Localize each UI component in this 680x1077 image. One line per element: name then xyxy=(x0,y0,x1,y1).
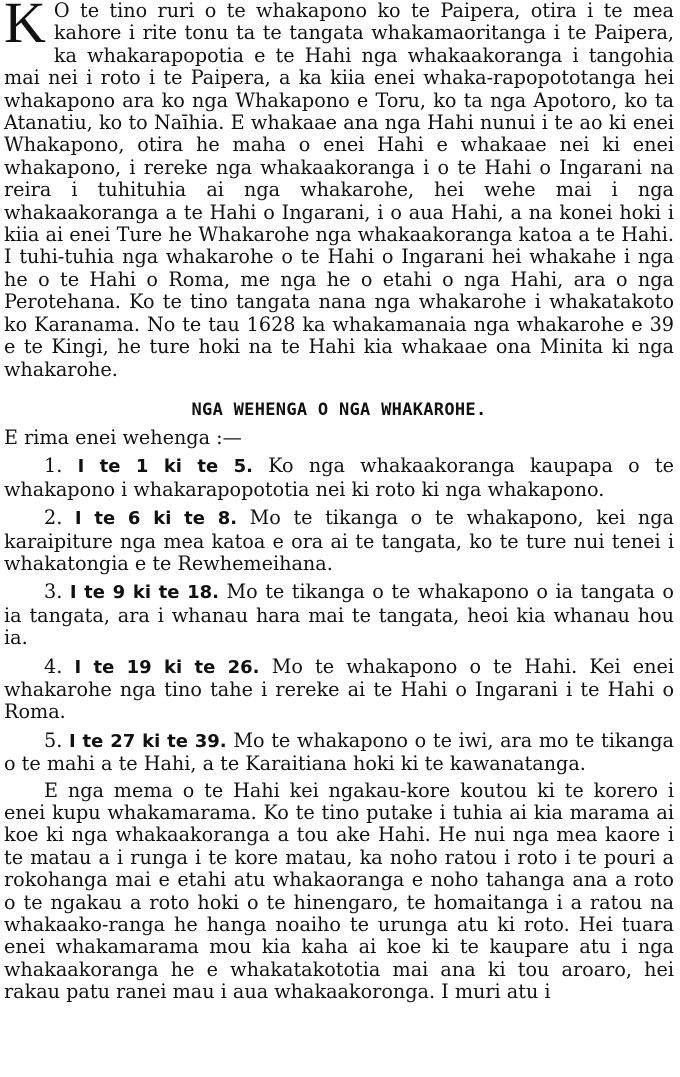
section-number: 5. xyxy=(44,728,63,752)
intro-paragraph xyxy=(4,0,674,381)
section-text: Mo te tikanga o te whakapono, kei nga karaipiture nga mea katoa e ora ai te tangata, ko te ture nui tenei i whakatongia e te Rewhemeihana. xyxy=(4,506,674,575)
section-item xyxy=(4,730,674,776)
section-item xyxy=(4,507,674,575)
section-ref: I te 1 ki te 5. xyxy=(77,456,253,478)
section-ref: I te 27 ki te 39. xyxy=(69,730,227,752)
section-text: Mo te whakapono o te iwi, ara mo te tikanga o te mahi a te Hahi, a te Karaitiana hoki ki te kawanatanga. xyxy=(4,728,674,776)
section-item xyxy=(4,656,674,724)
closing-paragraph: E nga mema o te Hahi kei ngakau-kore koutou ki te korero i enei kupu whakamarama. Ko te tino putake i tuhia ai kia marama ai koe ki nga whakaakoranga a tou ake Hahi. He nui nga mea kaore i te matau a i runga i te kore matau, ka noho ratou i roto i te pouri a rokohanga mai e etahi atu whakaoranga e noho tahanga ana a roto o te ngakau a roto hoki o te hinengaro, te homaitanga i a ratou na whakaako-ranga he hanga noaiho te urunga atu ki roto. Hei tuara enei whakamarama mou kia kaha ai koe ki te kaupare atu i nga whakaakoranga he e whakatakototia mai ana ki tou aroaro, hei rakau patu ranei mau i aua whakaakoronga. I muri atu i xyxy=(4,778,674,1004)
section-number: 4. xyxy=(44,654,63,678)
section-item xyxy=(4,581,674,649)
intro-text: O te tino ruri o te whakapono ko te Paipera, otira i te mea kahore i rite tonu ta te tangata whakamaoritanga i te Paipera, ka whakarapopotia e te Hahi nga whakaakoranga i tangohia mai nei i roto i te Paipera, a ka kiia enei whaka-rapopototanga hei whakapono ara ko nga Whakapono e Toru, ko ta nga Apotoro, ko ta Atanatiu, ko to Naīhia. E whakaae ana nga Hahi nunui i te ao ki enei Whakapono, otira he maha o enei Hahi e whakaae nei ki enei whakapono, i rereke nga whakaakoranga i o te Hahi o Ingarani na reira i tuhituhia ai nga whakarohe, hei wehe mai i nga whakaakoranga a te Hahi o Ingarani, i o aua Hahi, a na konei hoki i kiia ai enei Ture he Whakarohe nga whakaakoranga katoa a te Hahi. I tuhi-tuhia nga whakarohe o te Hahi o Ingarani hei whakahe i nga he o te Hahi o Roma, me nga he o etahi o nga Hahi, ara o nga Perotehana. Ko te tino tangata nana nga whakarohe i whakatakoto ko Karanama. No te tau 1628 ka whakamanaia nga whakarohe e 39 e te Kingi, he ture hoki na te Hahi kia whakaae ona Minita ki nga whakarohe. xyxy=(4,0,674,381)
section-text: Ko nga whakaakoranga kaupapa o te whakapono i whakarapopototia nei ki roto ki nga whakapono. xyxy=(4,454,674,501)
section-number: 2. xyxy=(44,506,63,530)
section-ref: I te 9 ki te 18. xyxy=(69,582,220,604)
section-item xyxy=(4,455,674,501)
section-text: Mo te whakapono o te Hahi. Kei enei whakarohe nga tino tahe i rereke ai te Hahi o Ingarani i te Hahi o Roma. xyxy=(4,654,674,724)
section-number: 1. xyxy=(44,454,63,478)
section-text: Mo te tikanga o te whakapono o ia tangata o ia tangata, ara i whanau hara mai te tangata, heoi kia whanau hou ia. xyxy=(4,580,674,650)
section-ref: I te 19 ki te 26. xyxy=(74,656,260,678)
lead-line: E rima enei wehenga :— xyxy=(4,425,242,449)
drop-cap: K xyxy=(4,0,46,55)
section-heading: NGA WEHENGA O NGA WHAKAROHE. xyxy=(191,399,487,420)
section-ref: I te 6 ki te 8. xyxy=(74,508,238,530)
section-number: 3. xyxy=(44,580,63,604)
